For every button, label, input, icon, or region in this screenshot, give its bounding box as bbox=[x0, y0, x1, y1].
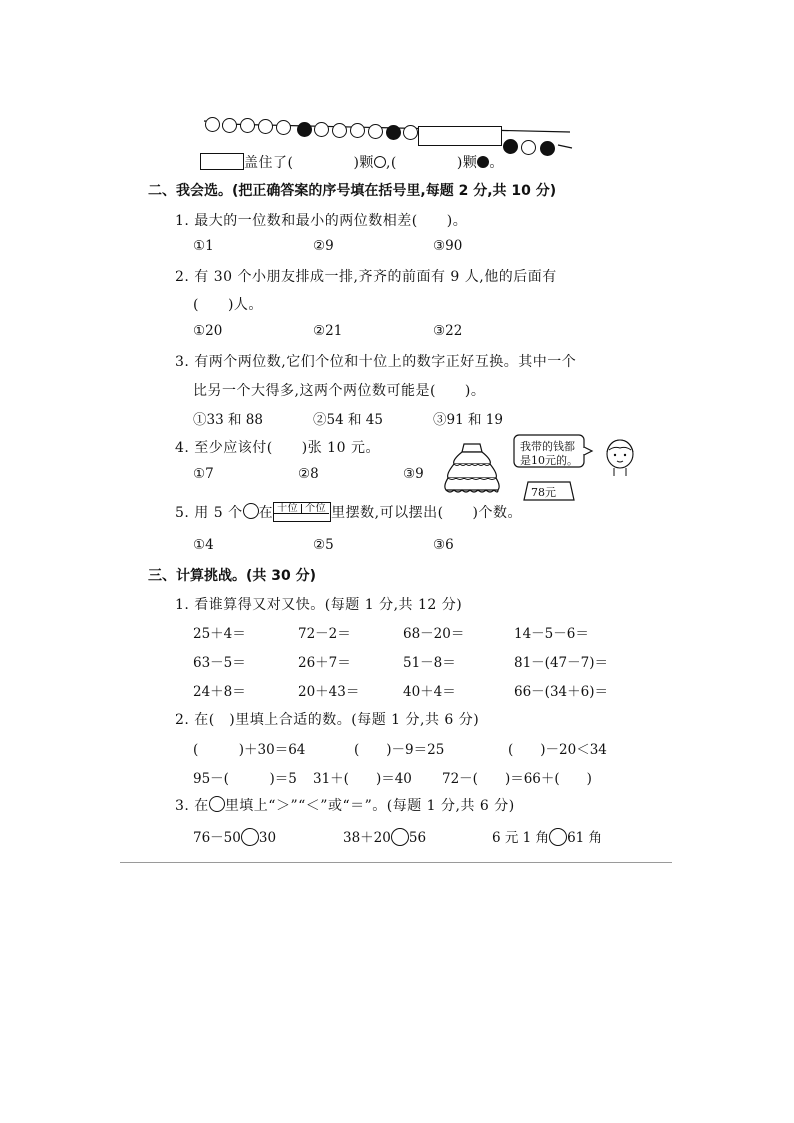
calc-2-2: 26＋7＝ bbox=[298, 655, 351, 671]
calc-1-2: 72－2＝ bbox=[298, 626, 351, 642]
p1-title: 1. 看谁算得又对又快。(每题 1 分,共 12 分) bbox=[175, 597, 463, 613]
q4-option-1[interactable]: ①7 bbox=[193, 466, 214, 482]
compare-blank-circle[interactable] bbox=[241, 828, 259, 846]
q1-text: 1. 最大的一位数和最小的两位数相差( )。 bbox=[175, 213, 468, 229]
black-bead-icon bbox=[477, 156, 489, 168]
q5-option-3[interactable]: ③6 bbox=[433, 537, 454, 553]
q3-option-3[interactable]: ③91 和 19 bbox=[433, 412, 503, 428]
calc-2-1: 63－5＝ bbox=[193, 655, 246, 671]
q3-line-2: 比另一个大得多,这两个两位数可能是( )。 bbox=[193, 383, 486, 399]
page-divider bbox=[120, 862, 672, 863]
covered-box-icon bbox=[200, 153, 244, 170]
section-3-heading: 三、计算挑战。(共 30 分) bbox=[148, 568, 317, 584]
fill-1-2[interactable]: ( )－9＝25 bbox=[354, 742, 445, 758]
black-bead bbox=[503, 139, 518, 154]
skirt-illustration bbox=[442, 440, 502, 496]
white-bead bbox=[368, 124, 383, 139]
q3-option-1[interactable]: ①33 和 88 bbox=[193, 412, 263, 428]
black-bead bbox=[297, 122, 312, 137]
calc-1-4: 14－5－6＝ bbox=[514, 626, 589, 642]
q2-line-2: ( )人。 bbox=[193, 297, 263, 313]
q4-option-2[interactable]: ②8 bbox=[298, 466, 319, 482]
section-2-heading: 二、我会选。(把正确答案的序号填在括号里,每题 2 分,共 10 分) bbox=[148, 183, 557, 199]
q4-option-3[interactable]: ③9 bbox=[403, 466, 424, 482]
calc-3-3: 40＋4＝ bbox=[403, 684, 456, 700]
white-bead bbox=[205, 117, 220, 132]
white-bead-icon bbox=[374, 156, 386, 168]
white-bead bbox=[276, 120, 291, 135]
tens-label: 十位 bbox=[274, 504, 301, 514]
calc-2-4: 81－(47－7)＝ bbox=[514, 655, 608, 671]
compare-2: 38＋20 56 bbox=[343, 826, 426, 848]
fill-1-3[interactable]: ( )－20＜34 bbox=[508, 742, 607, 758]
white-bead bbox=[403, 125, 418, 140]
q4-text: 4. 至少应该付( )张 10 元。 bbox=[175, 440, 380, 456]
q2-option-1[interactable]: ①20 bbox=[193, 323, 223, 339]
q3-option-2[interactable]: ②54 和 45 bbox=[313, 412, 383, 428]
white-bead bbox=[222, 118, 237, 133]
place-value-chart bbox=[273, 502, 331, 522]
black-bead bbox=[540, 141, 555, 156]
compare-circle-icon bbox=[209, 796, 225, 812]
calc-2-3: 51－8＝ bbox=[403, 655, 456, 671]
q3-line-1: 3. 有两个两位数,它们个位和十位上的数字正好互换。其中一个 bbox=[175, 354, 577, 370]
calc-3-4: 66－(34＋6)＝ bbox=[514, 684, 608, 700]
fill-2-1[interactable]: 95－( )＝5 bbox=[193, 771, 297, 787]
white-bead bbox=[350, 123, 365, 138]
fill-2-3[interactable]: 72－( )＝66＋( ) bbox=[442, 771, 592, 787]
speech-bubble-line-1: 我带的钱都 bbox=[520, 440, 575, 453]
fill-1-1[interactable]: ( )＋30＝64 bbox=[193, 742, 306, 758]
compare-1: 76－50 30 bbox=[193, 826, 276, 848]
cover-box bbox=[418, 126, 502, 146]
q2-line-1: 2. 有 30 个小朋友排成一排,齐齐的前面有 9 人,他的后面有 bbox=[175, 269, 557, 285]
p3-title: 3. 在 里填上“＞”“＜”或“＝”。(每题 1 分,共 6 分) bbox=[175, 798, 515, 814]
bead-question: 盖住了( )颗 ,( )颗 。 bbox=[200, 152, 504, 172]
q2-option-3[interactable]: ③22 bbox=[433, 323, 463, 339]
q1-option-1[interactable]: ①1 bbox=[193, 238, 214, 254]
compare-3: 6 元 1 角 61 角 bbox=[492, 826, 602, 848]
white-bead bbox=[258, 119, 273, 134]
calc-1-1: 25＋4＝ bbox=[193, 626, 246, 642]
compare-blank-circle[interactable] bbox=[549, 828, 567, 846]
q5-option-2[interactable]: ②5 bbox=[313, 537, 334, 553]
calc-3-1: 24＋8＝ bbox=[193, 684, 246, 700]
black-bead bbox=[386, 125, 401, 140]
compare-blank-circle[interactable] bbox=[391, 828, 409, 846]
white-bead bbox=[521, 140, 536, 155]
white-bead bbox=[332, 123, 347, 138]
white-bead bbox=[314, 122, 329, 137]
price-tag-label: 78元 bbox=[531, 486, 556, 499]
q5-option-1[interactable]: ①4 bbox=[193, 537, 214, 553]
circle-icon bbox=[243, 503, 259, 519]
calc-3-2: 20＋43＝ bbox=[298, 684, 360, 700]
p2-title: 2. 在( )里填上合适的数。(每题 1 分,共 6 分) bbox=[175, 712, 480, 728]
ones-label: 个位 bbox=[301, 504, 329, 514]
white-bead bbox=[240, 118, 255, 133]
fill-2-2[interactable]: 31＋( )＝40 bbox=[313, 771, 412, 787]
q1-option-3[interactable]: ③90 bbox=[433, 238, 463, 254]
girl-icon bbox=[600, 436, 640, 480]
q1-option-2[interactable]: ②9 bbox=[313, 238, 334, 254]
speech-bubble-line-2: 是10元的。 bbox=[520, 454, 578, 467]
q5-text: 5. 用 5 个 在 十位 个位 里摆数,可以摆出( )个数。 bbox=[175, 503, 522, 521]
q2-option-2[interactable]: ②21 bbox=[313, 323, 343, 339]
calc-1-3: 68－20＝ bbox=[403, 626, 465, 642]
